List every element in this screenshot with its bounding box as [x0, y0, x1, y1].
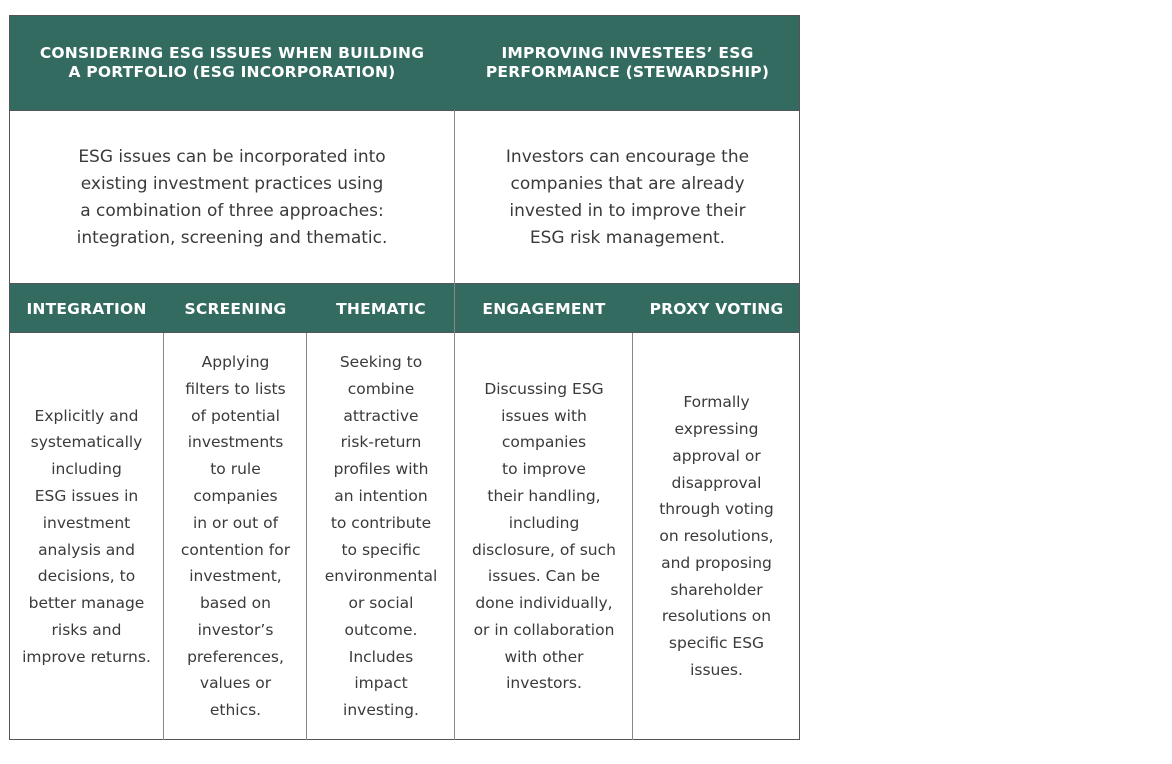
text-line: preferences, [187, 647, 284, 666]
border-top [9, 15, 800, 16]
text-line: THEMATIC [336, 299, 426, 318]
border-bottom [9, 739, 800, 740]
text-line: companies that are already [510, 173, 745, 194]
incorporation-title [40, 44, 424, 82]
engagement-description [455, 333, 633, 740]
proxy-voting-description [633, 333, 800, 740]
text-line: ESG risk management. [529, 227, 726, 248]
text-line: to rule [210, 460, 261, 479]
divider-subheader-bottom [9, 332, 800, 333]
text-line: investment [42, 513, 131, 532]
text-line: PERFORMANCE (STEWARDSHIP) [485, 63, 770, 81]
text-line: ESG issues can be incorporated into [78, 146, 386, 167]
text-line: IMPROVING INVESTEES’ ESG [501, 44, 754, 62]
text-line: with other [504, 647, 584, 666]
text-line: ethics. [209, 701, 262, 720]
text-line: decisions, to [37, 567, 136, 586]
text-line: profiles with [333, 460, 429, 479]
thematic-description [307, 333, 455, 740]
text-line: attractive [343, 406, 419, 425]
screening-description [164, 333, 307, 740]
text-line: investing. [343, 701, 419, 720]
text-line: filters to lists [185, 379, 286, 398]
text-line: INTEGRATION [26, 299, 147, 318]
divider-col-1 [163, 333, 164, 740]
text-line: of potential [191, 406, 280, 425]
stewardship-title [486, 44, 769, 82]
text-line: analysis and [38, 540, 135, 559]
thematic-header [307, 284, 455, 333]
text-line: Formally [683, 393, 750, 412]
text-line: A PORTFOLIO (ESG INCORPORATION) [68, 63, 396, 81]
text-line: to improve [502, 460, 586, 479]
text-line: companies [501, 433, 587, 452]
text-line: impact [354, 674, 408, 693]
text-line: on resolutions, [659, 527, 774, 546]
text-line: through voting [659, 500, 774, 519]
incorporation-header [9, 15, 455, 111]
text-line: CONSIDERING ESG ISSUES WHEN BUILDING [39, 44, 425, 62]
stewardship-header [455, 15, 800, 111]
text-line: issues. [690, 661, 743, 680]
text-line: and proposing [661, 553, 772, 572]
text-line: Seeking to [339, 352, 423, 371]
border-right [799, 15, 800, 740]
text-line: their handling, [487, 486, 601, 505]
text-line: disapproval [671, 473, 762, 492]
text-line: an intention [334, 486, 428, 505]
text-line: risk-return [340, 433, 422, 452]
text-line: specific ESG [668, 634, 765, 653]
text-line: based on [199, 594, 271, 613]
proxy-voting-header [633, 284, 800, 333]
esg-approaches-diagram [9, 15, 800, 740]
integration-description [9, 333, 164, 740]
text-line: improve returns. [22, 647, 151, 666]
text-line: resolutions on [661, 607, 772, 626]
integration-header [9, 284, 164, 333]
text-line: investment, [189, 567, 282, 586]
text-line: invested in to improve their [509, 200, 746, 221]
text-line: done individually, [475, 594, 613, 613]
text-line: integration, screening and thematic. [76, 227, 388, 248]
divider-col-4 [632, 333, 633, 740]
text-line: investors. [506, 674, 582, 693]
text-line: issues. Can be [487, 567, 601, 586]
text-line: SCREENING [184, 299, 287, 318]
text-line: shareholder [670, 580, 763, 599]
text-line: environmental [324, 567, 438, 586]
text-line: contention for [180, 540, 291, 559]
text-line: better manage [28, 594, 145, 613]
engagement-header [455, 284, 633, 333]
divider-subheader-top [9, 283, 800, 284]
incorporation-description [9, 111, 455, 284]
divider-header [9, 110, 800, 111]
text-line: outcome. [344, 620, 418, 639]
text-line: risks and [51, 620, 122, 639]
text-line: values or [199, 674, 272, 693]
text-line: companies [193, 486, 278, 505]
text-line: or in collaboration [473, 620, 615, 639]
text-line: disclosure, of such [472, 540, 616, 559]
text-line: a combination of three approaches: [80, 200, 384, 221]
stewardship-description [455, 111, 800, 284]
text-line: issues with [501, 406, 587, 425]
border-left [9, 15, 10, 740]
text-line: ESG issues in [34, 486, 139, 505]
screening-header [164, 284, 307, 333]
text-line: including [51, 460, 122, 479]
text-line: Explicitly and [34, 406, 139, 425]
text-line: systematically [30, 433, 143, 452]
text-line: Applying [201, 352, 270, 371]
text-line: to contribute [330, 513, 432, 532]
text-line: combine [347, 379, 415, 398]
text-line: expressing [674, 419, 759, 438]
text-line: existing investment practices using [80, 173, 384, 194]
divider-main [454, 110, 455, 740]
text-line: Discussing ESG [484, 379, 604, 398]
divider-col-2 [306, 333, 307, 740]
text-line: investor’s [197, 620, 274, 639]
text-line: ENGAGEMENT [482, 299, 606, 318]
text-line: in or out of [192, 513, 279, 532]
text-line: approval or [672, 446, 761, 465]
text-line: to specific [341, 540, 421, 559]
text-line: Investors can encourage the [505, 146, 750, 167]
text-line: PROXY VOTING [649, 299, 784, 318]
text-line: or social [348, 594, 414, 613]
text-line: including [508, 513, 580, 532]
text-line: investments [187, 433, 284, 452]
text-line: Includes [348, 647, 414, 666]
